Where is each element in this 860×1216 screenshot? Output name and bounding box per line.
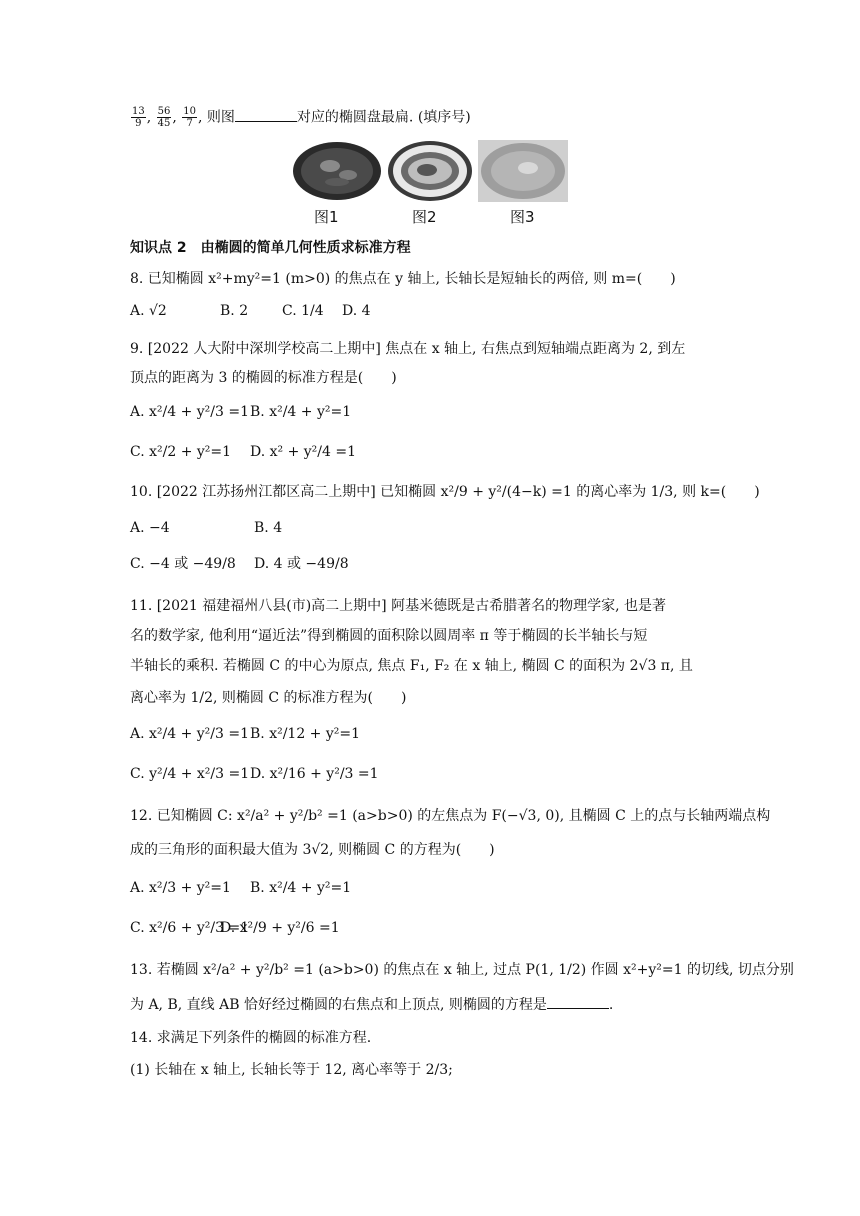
q11-stem-line2: 名的数学家, 他利用“逼近法”得到椭圆的面积除以圆周率 π 等于椭圆的长半轴长与短 bbox=[130, 628, 648, 644]
q8-option-b[interactable]: B. 2 bbox=[220, 303, 249, 319]
q12-option-b[interactable]: B. x²/4 + y²=1 bbox=[250, 880, 352, 896]
q10-option-c[interactable]: C. −4 或 −49/8 bbox=[130, 556, 236, 572]
q7-tail-line: $\frac{13}{9}$ , $\frac{56}{45}$ , $\frac{10}{7}$ , 则图 对应的椭圆盘最扁. (填序号) bbox=[132, 106, 471, 129]
figure-3-plate-image bbox=[478, 140, 568, 202]
figure-1-caption: 图1 bbox=[314, 208, 339, 226]
q11-option-d[interactable]: D. x²/16 + y²/3 =1 bbox=[250, 766, 379, 782]
q11-option-b[interactable]: B. x²/12 + y²=1 bbox=[250, 726, 361, 742]
fraction: $\frac{56}{45}$ bbox=[157, 106, 171, 129]
fraction: $\frac{10}{7}$ bbox=[183, 106, 197, 129]
q8-option-a[interactable]: A. √2 bbox=[130, 303, 167, 319]
q12-stem-line1: 12. 已知椭圆 C: x²/a² + y²/b² =1 (a>b>0) 的左焦点为 F(−√3, 0), 且椭圆 C 上的点与长轴两端点构 bbox=[130, 808, 771, 824]
answer-blank[interactable] bbox=[547, 994, 609, 1009]
q11-stem-line4: 离心率为 1/2, 则椭圆 C 的标准方程为( ) bbox=[130, 690, 407, 706]
q14-part1: (1) 长轴在 x 轴上, 长轴长等于 12, 离心率等于 2/3; bbox=[130, 1062, 453, 1078]
q12-option-c[interactable]: C. x²/6 + y²/3 =1 bbox=[130, 920, 250, 936]
q8-option-d[interactable]: D. 4 bbox=[342, 303, 371, 319]
q8-stem: 8. 已知椭圆 x²+my²=1 (m>0) 的焦点在 y 轴上, 长轴长是短轴长的两倍, 则 m=( ) bbox=[130, 271, 676, 287]
q12-stem-line2: 成的三角形的面积最大值为 3√2, 则椭圆 C 的方程为( ) bbox=[130, 842, 495, 858]
figure-2-caption: 图2 bbox=[412, 208, 437, 226]
q9-option-b[interactable]: B. x²/4 + y²=1 bbox=[250, 404, 352, 420]
q11-option-a[interactable]: A. x²/4 + y²/3 =1 bbox=[130, 726, 250, 742]
q9-option-a[interactable]: A. x²/4 + y²/3 =1 bbox=[130, 404, 250, 420]
q10-option-a[interactable]: A. −4 bbox=[130, 520, 170, 536]
q13-stem-line2: 为 A, B, 直线 AB 恰好经过椭圆的右焦点和上顶点, 则椭圆的方程是 . bbox=[130, 994, 613, 1015]
q10-option-d[interactable]: D. 4 或 −49/8 bbox=[254, 556, 349, 572]
figure-3-caption: 图3 bbox=[510, 208, 535, 226]
q9-option-d[interactable]: D. x² + y²/4 =1 bbox=[250, 444, 356, 460]
q11-stem-line1: 11. [2021 福建福州八县(市)高二上期中] 阿基米德既是古希腊著名的物理学家, 也是著 bbox=[130, 598, 666, 614]
q10-option-b[interactable]: B. 4 bbox=[254, 520, 283, 536]
q11-option-c[interactable]: C. y²/4 + x²/3 =1 bbox=[130, 766, 250, 782]
q14-stem: 14. 求满足下列条件的椭圆的标准方程. bbox=[130, 1030, 372, 1046]
figure-2-plate-image bbox=[387, 140, 473, 202]
q9-stem-line1: 9. [2022 人大附中深圳学校高二上期中] 焦点在 x 轴上, 右焦点到短轴端点距离为 2, 到左 bbox=[130, 341, 686, 357]
fraction: $\frac{13}{9}$ bbox=[132, 106, 145, 129]
q9-option-c[interactable]: C. x²/2 + y²=1 bbox=[130, 444, 232, 460]
q13-stem-line1: 13. 若椭圆 x²/a² + y²/b² =1 (a>b>0) 的焦点在 x 轴上, 过点 P(1, 1/2) 作圆 x²+y²=1 的切线, 切点分别 bbox=[130, 962, 794, 978]
q12-option-d[interactable]: D. x²/9 + y²/6 =1 bbox=[220, 920, 340, 936]
figure-1-plate-image bbox=[292, 140, 382, 202]
q12-option-a[interactable]: A. x²/3 + y²=1 bbox=[130, 880, 231, 896]
plate-figures bbox=[292, 140, 572, 230]
q8-option-c[interactable]: C. 1/4 bbox=[282, 303, 324, 319]
q11-stem-line3: 半轴长的乘积. 若椭圆 C 的中心为原点, 焦点 F₁, F₂ 在 x 轴上, 椭圆 C 的面积为 2√3 π, 且 bbox=[130, 658, 693, 674]
q9-stem-line2: 顶点的距离为 3 的椭圆的标准方程是( ) bbox=[130, 370, 397, 386]
answer-blank[interactable] bbox=[235, 107, 297, 122]
section-heading: 知识点 2 由椭圆的简单几何性质求标准方程 bbox=[130, 240, 411, 256]
q10-stem: 10. [2022 江苏扬州江都区高二上期中] 已知椭圆 x²/9 + y²/(4−k) =1 的离心率为 1/3, 则 k=( ) bbox=[130, 484, 760, 500]
